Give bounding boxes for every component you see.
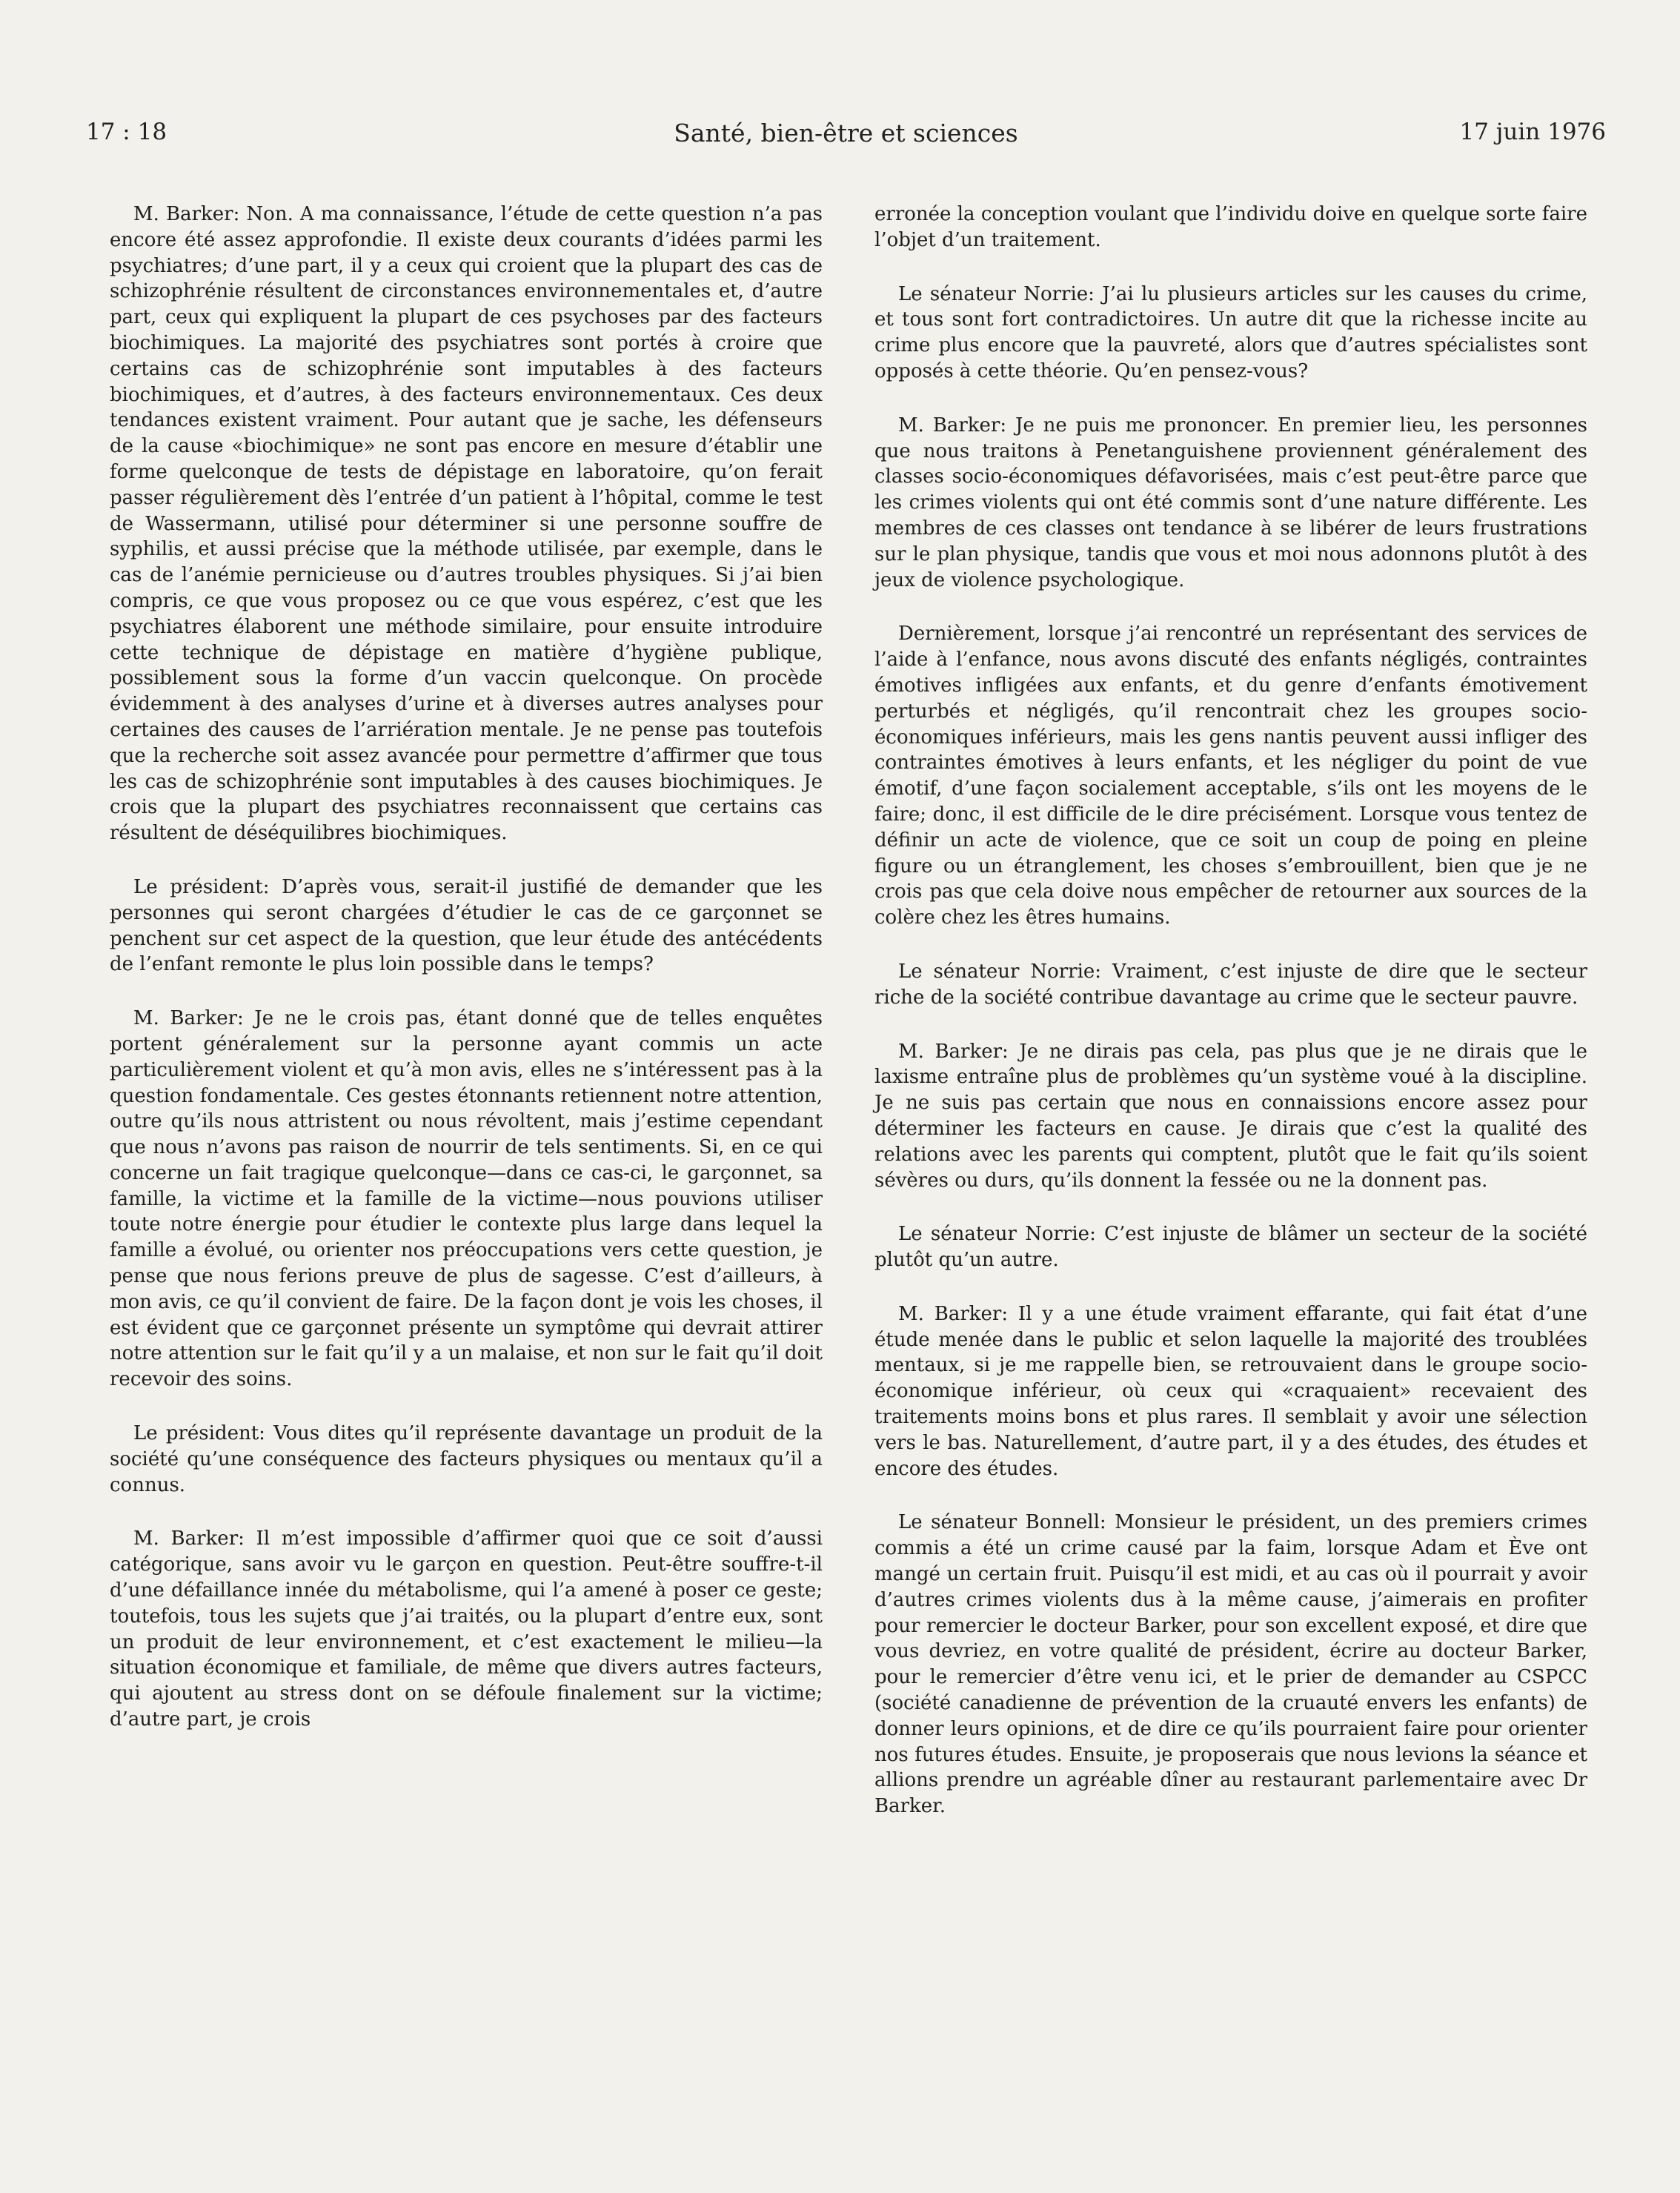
paragraph — [874, 1039, 1587, 1194]
paragraph — [874, 959, 1587, 1011]
text-columns — [110, 202, 1587, 1848]
speaker-name: Le président: — [133, 1422, 265, 1445]
page-header — [86, 119, 1606, 160]
paragraph — [110, 1006, 823, 1393]
paragraph — [874, 1221, 1587, 1273]
speaker-name: Le sénateur Norrie: — [898, 1223, 1096, 1246]
paragraph — [110, 1526, 823, 1732]
paragraph-text: Vous dites qu’il représente davantage un produit de la société qu’une conséquence des facteurs physiques ou mentaux qu’il a connus. — [110, 1422, 823, 1496]
speaker-name: Le sénateur Bonnell: — [898, 1511, 1106, 1534]
paragraph-text: erronée la conception voulant que l’individu doive en quelque sorte faire l’objet d’un traitement. — [874, 203, 1587, 251]
paragraph-text: Monsieur le président, un des premiers crimes commis a été un crime causé par la faim, lorsque Adam et Ève ont mangé un certain fruit. Puisqu’il est midi, et au cas où il pourrait y avoir d’autres crimes violents dus à la même cause, j’aimerais en profiter pour remercier le docteur Barker, pour son excellent exposé, et dire que vous devriez, en votre qualité de président, écrire au docteur Barker, pour le remercier d’être venu ici, et le prier de demander au CSPCC (société canadienne de prévention de la cruauté envers les enfants) de donner leurs opinions, et de dire ce qu’ils pourraient faire pour orienter nos futures études. Ensuite, je proposerais que nous levions la séance et allions prendre un agréable dîner au restaurant parlementaire avec Dr Barker. — [874, 1511, 1587, 1818]
speaker-name: Le sénateur Norrie: — [898, 960, 1102, 983]
paragraph — [874, 202, 1587, 253]
left-column — [110, 202, 823, 1848]
page-date: 17 juin 1976 — [1459, 119, 1606, 145]
right-column — [874, 202, 1587, 1848]
speaker-name: M. Barker: — [133, 1527, 245, 1550]
paragraph — [110, 875, 823, 978]
paragraph — [874, 413, 1587, 594]
paragraph-text: Il y a une étude vraiment effarante, qui fait état d’une étude menée dans le public et selon laquelle la majorité des troublées mentaux, si je me rappelle bien, se retrouvaient dans le groupe socio-économique inférieur, où ceux qui «craquaient» recevaient des traitements moins bons et plus rares. Il semblait y avoir une sélection vers le bas. Naturellement, d’autre part, il y a des études, des études et encore des études. — [874, 1302, 1587, 1480]
paragraph-text: Je ne le crois pas, étant donné que de telles enquêtes portent généralement sur la personne ayant commis un acte particulièrement violent et qu’à mon avis, elles ne s’intéressent pas à la question fondamentale. Ces gestes étonnants retiennent notre attention, outre qu’ils nous attristent ou nous révoltent, mais j’estime cependant que nous n’avons pas raison de nourrir de tels sentiments. Si, en ce qui concerne un fait tragique quelconque—dans ce cas-ci, le garçonnet, sa famille, la victime et la famille de la victime—nous pouvions utiliser toute notre énergie pour étudier le contexte plus large dans lequel la famille a évolué, ou orienter nos préoccupations vers cette question, je pense que nous ferions preuve de plus de sagesse. C’est d’ailleurs, à mon avis, ce qu’il convient de faire. De la façon dont je vois les choses, il est évident que ce garçonnet présente un symptôme qui devrait attirer notre attention sur le fait qu’il y a un malaise, et non sur le fait qu’il doit recevoir des soins. — [110, 1007, 823, 1391]
speaker-name: M. Barker: — [133, 1007, 244, 1030]
speaker-name: M. Barker: — [133, 203, 240, 225]
speaker-name: M. Barker: — [898, 1040, 1009, 1063]
speaker-name: Le président: — [133, 875, 270, 898]
paragraph-text: Je ne dirais pas cela, pas plus que je ne dirais que le laxisme entraîne plus de problèmes qu’un système voué à la discipline. Je ne suis pas certain que nous en connaissions encore assez pour déterminer les facteurs en cause. Je dirais que c’est la qualité des relations avec les parents qui comptent, plutôt que le fait qu’ils soient sévères ou durs, qu’ils donnent la fessée ou ne la donnent pas. — [874, 1040, 1587, 1192]
paragraph-text: Non. A ma connaissance, l’étude de cette question n’a pas encore été assez approfondie. Il existe deux courants d’idées parmi les psychiatres; d’une part, il y a ceux qui croient que la plupart des cas de schizophrénie résultent de circonstances environnementales et, d’autre part, ceux qui expliquent la plupart de ces psychoses par des facteurs biochimiques. La majorité des psychiatres sont portés à croire que certains cas de schizophrénie sont imputables à des facteurs biochimiques, et d’autres, à des facteurs environnementaux. Ces deux tendances existent vraiment. Pour autant que je sache, les défenseurs de la cause «biochimique» ne sont pas encore en mesure d’établir une forme quelconque de tests de dépistage en laboratoire, qu’on ferait passer régulièrement dès l’entrée d’un patient à l’hôpital, comme le test de Wassermann, utilisé pour déterminer si une personne souffre de syphilis, et aussi précise que la méthode utilisée, par exemple, dans le cas de l’anémie pernicieuse ou d’autres troubles physiques. Si j’ai bien compris, ce que vous proposez ou ce que vous espérez, c’est que les psychiatres élaborent une méthode similaire, pour ensuite introduire cette technique de dépistage en matière d’hygiène publique, possiblement sous la forme d’un vaccin quelconque. On procède évidemment à des analyses d’urine et à diverses autres analyses pour certaines des causes de l’arriération mentale. Je ne pense pas toutefois que la recherche soit assez avancée pour permettre d’affirmer que tous les cas de schizophrénie sont imputables à des causes biochimiques. Je crois que la plupart des psychiatres reconnaissent que certains cas résultent de déséquilibres biochimiques. — [110, 203, 823, 845]
paragraph — [874, 621, 1587, 931]
publication-title: Santé, bien-être et sciences — [674, 119, 1018, 147]
paragraph-text: D’après vous, serait-il justifié de demander que les personnes qui seront chargées d’étudier le cas de ce garçonnet se penchent sur cet aspect de la question, que leur étude des antécédents de l’enfant remonte le plus loin possible dans le temps? — [110, 875, 823, 976]
paragraph-text: J’ai lu plusieurs articles sur les causes du crime, et tous sont fort contradictoires. Un autre dit que la richesse incite au crime plus encore que la pauvreté, alors que d’autres spécialistes sont opposés à cette théorie. Qu’en pensez-vous? — [874, 282, 1588, 382]
paragraph — [874, 282, 1587, 385]
paragraph-text: C’est injuste de blâmer un secteur de la société plutôt qu’un autre. — [874, 1223, 1587, 1272]
paragraph-text: Vraiment, c’est injuste de dire que le secteur riche de la société contribue davantage au crime que le secteur pauvre. — [874, 960, 1587, 1009]
paragraph — [110, 202, 823, 846]
page-number: 17 : 18 — [86, 119, 167, 145]
speaker-name: M. Barker: — [898, 1302, 1009, 1325]
paragraph-text: Je ne puis me prononcer. En premier lieu, les personnes que nous traitons à Penetanguishene proviennent généralement des classes socio-économiques défavorisées, mais c’est peut-être parce que les crimes violents qui ont été commis sont d’une nature différente. Les membres de ces classes ont tendance à se libérer de leurs frustrations sur le plan physique, tandis que vous et moi nous adonnons plutôt à des jeux de violence psychologique. — [874, 414, 1587, 591]
speaker-name: M. Barker: — [898, 414, 1007, 437]
paragraph — [110, 1421, 823, 1498]
paragraph — [874, 1301, 1587, 1482]
paragraph-text: Dernièrement, lorsque j’ai rencontré un représentant des services de l’aide à l’enfance, nous avons discuté des enfants négligés, contraintes émotives infligées aux enfants, et du genre d’enfants émotivement perturbés et négligés, qu’il rencontrait chez les groupes socio-économiques inférieurs, mais les gens nantis peuvent aussi infliger des contraintes émotives à leurs enfants, et les négliger du point de vue émotif, d’une façon socialement acceptable, s’ils ont les moyens de le faire; donc, il est difficile de le dire précisément. Lorsque vous tentez de définir un acte de violence, que ce soit un coup de poing en pleine figure ou un étranglement, les choses s’embrouillent, bien que je ne crois pas que cela doive nous empêcher de retourner aux sources de la colère chez les êtres humains. — [874, 623, 1587, 929]
speaker-name: Le sénateur Norrie: — [898, 282, 1095, 305]
paragraph — [874, 1510, 1587, 1819]
paragraph-text: Il m’est impossible d’affirmer quoi que ce soit d’aussi catégorique, sans avoir vu le garçon en question. Peut-être souffre-t-il d’une défaillance innée du métabolisme, qui l’a amené à poser ce geste; toutefois, tous les sujets que j’ai traités, ou la plupart d’entre eux, sont un produit de leur environnement, et c’est exactement le milieu—la situation économique et familiale, de même que divers autres facteurs, qui ajoutent au stress dont on se défoule finalement sur la victime; d’autre part, je crois — [110, 1527, 823, 1731]
